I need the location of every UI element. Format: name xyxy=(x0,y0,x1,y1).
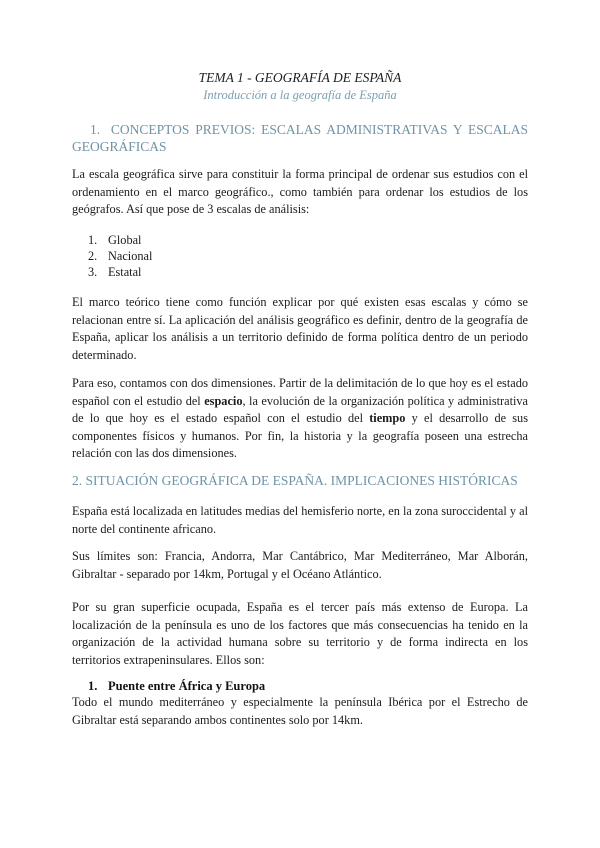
section-2-paragraph-2: Sus límites son: Francia, Andorra, Mar Cantábrico, Mar Mediterráneo, Mar Alborán, Gibraltar - separado por 14km, Portugal y el Océano Atlántico. xyxy=(72,549,528,581)
list-item: 2. Nacional xyxy=(88,249,153,263)
section-2-paragraph-4: Todo el mundo mediterráneo y especialmente la península Ibérica por el Estrecho de Gibraltar está separando ambos continentes solo por 14km. xyxy=(72,695,528,727)
subsection-1-heading: 1. Puente entre África y Europa xyxy=(88,679,266,693)
section-2-paragraph-1: España está localizada en latitudes medias del hemisferio norte, en la zona suroccidental y al norte del continente africano. xyxy=(72,504,528,536)
section-1-heading-text: CONCEPTOS PREVIOS: ESCALAS ADMINISTRATIVAS Y ESCALAS GEOGRÁFICAS xyxy=(72,122,529,154)
bold-tiempo: tiempo xyxy=(369,411,406,425)
section-1-paragraph-2: El marco teórico tiene como función explicar por qué existen esas escalas y cómo se relacionan entre sí. La aplicación del análisis geográfico es definir, dentro de la geografía de España, aplicar los análisis a un territorio definido de forma política dentro de un periodo determinado. xyxy=(72,295,528,362)
scales-list xyxy=(88,232,152,280)
document-title: TEMA 1 - GEOGRAFÍA DE ESPAÑA xyxy=(198,70,402,85)
section-2-heading: 2. SITUACIÓN GEOGRÁFICA DE ESPAÑA. IMPLICACIONES HISTÓRICAS xyxy=(72,473,518,488)
section-1-number: 1. xyxy=(90,122,101,137)
document-subtitle: Introducción a la geografía de España xyxy=(203,88,397,102)
section-1-paragraph-1: La escala geográfica sirve para constituir la forma principal de ordenar sus estudios con el ordenamiento en el marco geográfico., como también para ordenar los estudios de los geógrafos. Así que pose de 3 escalas de análisis: xyxy=(72,167,528,216)
list-item: 3. Estatal xyxy=(88,265,142,279)
bold-espacio: espacio xyxy=(204,393,243,408)
section-1-heading xyxy=(72,121,528,155)
section-1-paragraph-3: Para eso, contamos con dos dimensiones. Partir de la delimitación de lo que hoy es el estado español con el estudio del espacio, la evolución de la organización política y administrativa de lo que hoy es el estado español con el estudio del tiempo y el desarrollo de sus componentes físicos y humanos. Por fin, la historia y la geografía poseen una estrecha relación con las dos dimensiones. xyxy=(72,376,529,460)
list-item: 1. Global xyxy=(88,233,142,247)
section-2-paragraph-3: Por su gran superficie ocupada, España es el tercer país más extenso de Europa. La localización de la península es uno de los factores que más consecuencias ha tenido en la organización de la actividad humana sobre su territorio y de forma indirecta en los territorios extrapeninsulares. Ellos son: xyxy=(72,600,528,667)
